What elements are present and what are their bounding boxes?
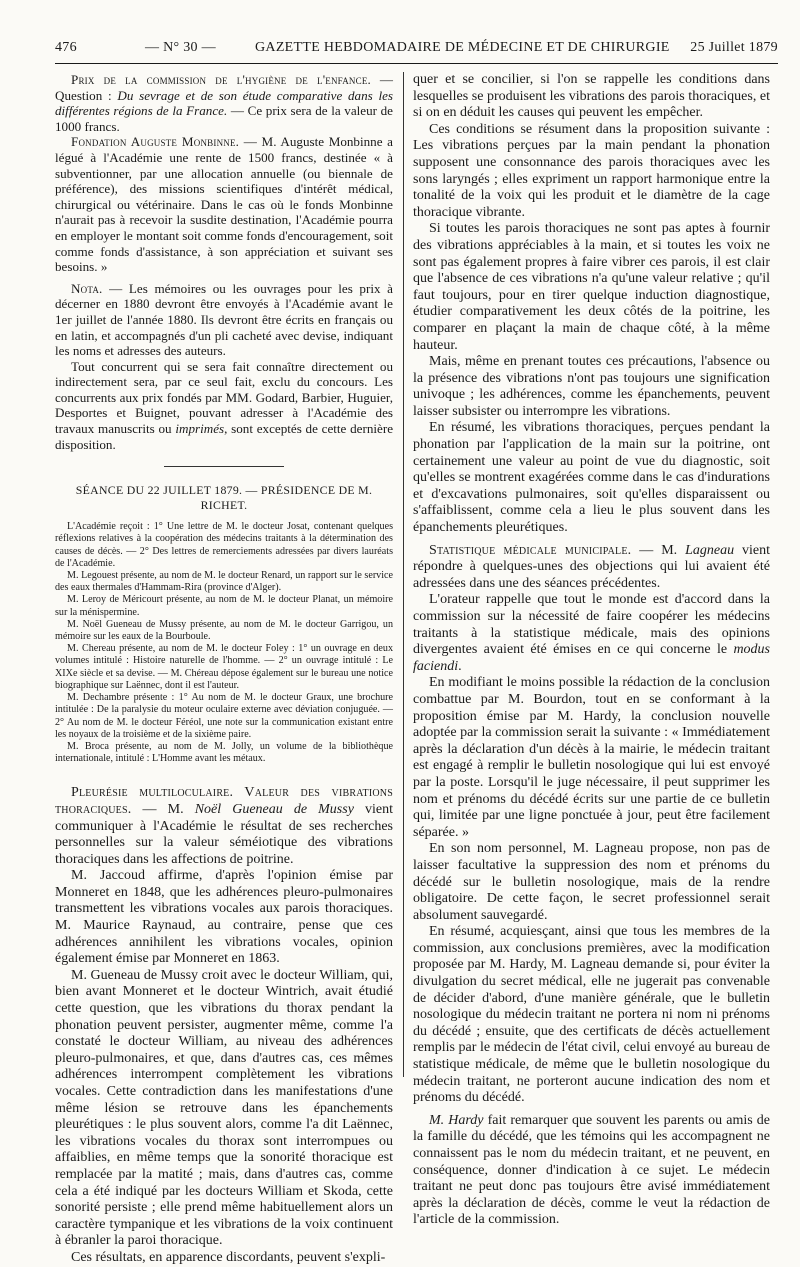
hardy-author: M. Hardy [429,1112,484,1128]
orateur-paragraph: L'orateur rappelle que tout le monde est d'accord dans la commission sur la nécessité de faire coopérer les médecins traitants à la statistique médicale, mais des opinions divergentes avaient été émises en ce qui concerne le modus faciendi. [413,592,770,674]
summary-item: M. Dechambre présente : 1° Au nom de M. le docteur Graux, une brochure intitulée : De la paralysie du moteur oculaire externe avec déviation conjuguée. — 2° Au nom de M. le docteur Féréol, une note sur la communication existant entre les noyaux de la troisième et de la sixième paire. [55,692,393,740]
si-toutes-paragraph: Si toutes les parois thoraciques ne sont pas aptes à fournir des vibrations appréciables à la main, et si toutes les voix ne sont pas également propres à faire vibrer ces parois, il est clair que l'absence de ces vibrations n'a qu'une valeur relative ; qu'il faut toujours, pour en tirer quelque induction diagnostique, étudier comparativement les deux côtés de la poitrine, les comparer en plaçant la main de chaque côté, à la même hauteur. [413,221,770,353]
column-divider [403,72,404,1077]
en-son-nom-paragraph: En son nom personnel, M. Lagneau propose, non pas de laisser facultative la suppression des nom et prénoms du décédé sur le bulletin nosologique, mais de la rendre obligatoire. De cette façon, le secret professionnel serait absolument sauvegardé. [413,841,770,923]
resultats-paragraph: Ces résultats, en apparence discordants, peuvent s'expli- [71,1249,386,1265]
summary-item: M. Legouest présente, au nom de M. le docteur Renard, un rapport sur le service des eaux thermales d'Hammam-Rira (province d'Alger). [55,570,393,594]
concurrent-paragraph: Tout concurrent qui se sera fait connaître directement ou indirectement sera, par ce seul fait, exclu du concours. Les concurrents aux prix fondés par MM. Godard, Barbier, Huguier, Desportes et Buignet, pouvant adresser à l'Académie des travaux manuscrits ou imprimés, sont exceptés de cette dernière disposition. [55,358,394,452]
resume-2-paragraph: En résumé, acquiesçant, ainsi que tous les membres de la commission, aux conclusions premières, avec la modification proposée par M. Hardy, M. Lagneau demande si, pour éviter la divulgation du secret médical, elle ne jugerait pas convenable de décider d'abord, d'une manière générale, que le bulletin nosologique du médecin traitant ne portera ni nom ni prénoms du décédé ; ensuite, que des certificats de décès actuellement remplis par le médecin de l'état civil, celui envoyé au bureau de statistique médicale, de même que le bulletin nosologique du médecin traitant, ne porteront aucune indication des nom et prénoms du décédé. [413,924,770,1106]
pleuresie-paragraph: Pleurésie multiloculaire. Valeur des vibrations thoraciques. — M. Noël Gueneau de Mussy vient communiquer à l'Académie le résultat de ses recherches personnelles sur la valeur séméiotique des vibrations thoraciques dans les affections de poitrine. [55,785,394,867]
issue-date: 25 Juillet 1879 [690,40,778,55]
gueneau-paragraph: M. Gueneau de Mussy croit avec le docteur William, qui, bien avant Monneret et le docteur Wintrich, avait étudié cette question, que les vibrations du thorax pendant la phonation peuvent persister, augmenter même, comme l'a constaté le docteur William, au niveau des adhérences pleuro-pulmonaires, et que, dans d'autres cas, ces mêmes adhérences interrompent complètement les vibrations vocales. Cette contradiction dans les manifestations d'une même lésion se retrouve dans les épanchements pleurétiques : le plus souvent alors, comme l'a dit Laënnec, les vibrations vocales du thorax sont interrompues ou affaiblies, en même temps que la sonorité thoracique est remplacée par la matité ; mais, dans d'autres cas, comme cela a été indiqué par les docteurs William et Skoda, cette sonorité persiste ; elle prend même habituellement alors un caractère tympanique et les vibrations de la voix continuent à ébranler la paroi thoracique. [55,967,393,1249]
section-rule [164,466,284,467]
issue-number: — N° 30 — [145,40,216,55]
fondation-label: Fondation Auguste Monbinne. [71,134,240,150]
prize-hygiene-label: Prix de la commission de l'hygiène de l'enfance. [71,72,371,87]
summary-item: M. Chereau présente, au nom de M. le docteur Foley : 1° un ouvrage en deux volumes intitulé : Histoire naturelle de l'homme. — 2° un ouvrage intitulé : Le XIXe siècle et sa devise. — M. Chéreau dépose également sur le bureau une notice biographique sur Laënnec, dont il est l'auteur. [55,643,393,691]
pleuresie-label: Pleurésie multiloculaire. Valeur des vibrations thoraciques. [55,785,393,817]
prize-hygiene-subject: Du sevrage et de son étude comparative dans les différentes régions de la France. [55,87,393,119]
mais-paragraph: Mais, même en prenant toutes ces précautions, l'absence ou la présence des vibrations n'ont pas toujours une signification univoque ; les adhérences, comme les épanchements, peuvent laisser subsister ou interrompre les vibrations. [413,354,770,419]
session-title: SÉANCE DU 22 JUILLET 1879. — PRÉSIDENCE DE M. RICHET. [75,483,373,513]
resume-paragraph: En résumé, les vibrations thoraciques, perçues pendant la phonation par l'application de la main sur la poitrine, ont certainement une valeur au point de vue du diagnostic, soit qu'elles se montrent exagérées comme dans le cas d'indurations et d'excavations pulmonaires, soit qu'elles disparaissent ou s'affaiblissent, comme cela a lieu le plus souvent dans les épanchements pleurétiques. [413,420,770,536]
summary-item: M. Broca présente, au nom de M. Jolly, un volume de la bibliothèque internationale, intitulé : L'Homme avant les métaux. [55,740,393,765]
summary-item: M. Noël Gueneau de Mussy présente, au nom de M. le docteur Garrigou, un mémoire sur les eaux de la Bourboule. [55,618,393,643]
jaccoud-paragraph: M. Jaccoud affirme, d'après l'opinion émise par Monneret en 1848, que les adhérences pleuro-pulmonaires transmettent les vibrations vocales aux parois thoraciques. M. Maurice Raynaud, au contraire, pense que ces adhérences annihilent les vibrations vocales, opinion également émise par Monneret en 1863. [55,868,393,967]
nota-label: Nota. [71,280,103,296]
summary-item: M. Leroy de Méricourt présente, au nom de M. le docteur Planat, un mémoire sur la ménispermine. [55,594,393,618]
modifiant-paragraph: En modifiant le moins possible la rédaction de la conclusion combattue par M. Bourdon, tout en se conformant à la proposition émise par M. Hardy, la conclusion nouvelle adoptée par la commission serait la suivante : « Immédiatement après la déclaration d'un décès à la mairie, le médecin traitant est engagé à remplir le bulletin nosologique qui lui est envoyé par la poste. Lorsqu'il le juge nécessaire, il peut supprimer les nom et prénoms du décédé écrits sur une partie de ce bulletin qui, limitée par une ligne ponctuée à jour, peut être facilement séparée. » [413,675,770,840]
statistique-author: Lagneau [685,542,735,558]
journal-title: GAZETTE HEBDOMADAIRE DE MÉDECINE ET DE CHIRURGIE [255,40,670,55]
statistique-paragraph: Statistique médicale municipale. — M. Lagneau vient répondre à quelques-unes des objections qui lui avaient été adressées dans une des séances précédentes. [413,542,770,591]
running-header [55,40,778,62]
right-column [413,72,770,1228]
prize-hygiene-paragraph: Prix de la commission de l'hygiène de l'enfance. — Question : Du sevrage et de son étude comparative dans les différentes régions de la France. — Ce prix sera de la valeur de 1000 francs. [55,72,393,134]
session-summary [55,521,393,765]
pleuresie-author: Noël Gueneau de Mussy [194,801,354,817]
left-column [55,72,394,1265]
page-number: 476 [55,40,77,55]
continuation-paragraph: quer et se concilier, si l'on se rappelle les conditions dans lesquelles se produisent les vibrations des parois thoraciques, et si on en déduit les causes qui peuvent les empêcher. [413,72,770,121]
statistique-label: Statistique médicale municipale. [429,542,632,558]
conditions-paragraph: Ces conditions se résument dans la proposition suivante : Les vibrations perçues par la main pendant la phonation supposent une consonnance des parois thoraciques avec les sons laryngés ; elles expriment un rapport harmonique entre la tonalité de la voix qui les produit et le diamètre de la cage thoracique vibrante. [413,121,770,220]
fondation-monbinne-paragraph: Fondation Auguste Monbinne. — M. Auguste Monbinne a légué à l'Académie une rente de 1500 francs, destinée « à subventionner, par une allocation annuelle (ou biennale de préférence), des missions scientifiques d'intérêt médical, chirurgical ou vétérinaire. Dans le cas où le fonds Monbinne n'aurait pas à recevoir la susdite destination, l'Académie pourra en employer le montant soit comme fonds d'encouragement, soit comme fonds d'assistance, à son appréciation et suivant ses besoins. » [55,134,393,275]
header-rule [55,63,778,64]
summary-item: L'Académie reçoit : 1° Une lettre de M. le docteur Josat, contenant quelques réflexions relatives à la coopération des médecins traitants à la détermination des causes de décès. — 2° Des lettres de remerciements adressées par divers lauréats de l'Académie. [55,521,393,569]
nota-paragraph: Nota. — Les mémoires ou les ouvrages pour les prix à décerner en 1880 devront être envoyés à l'Académie avant le 1er juillet de l'année 1880. Ils devront être écrits en français ou en latin, et accompagnés d'un pli cacheté avec devise, indiquant les noms et adresses des auteurs. [55,280,393,359]
hardy-paragraph: M. Hardy fait remarquer que souvent les parents ou amis de la famille du décédé, que les témoins qui les accompagnent ne connaissent pas le nom du médecin traitant, et ne peuvent, en conséquence, donner d'indication à ce sujet. Le médecin traitant ne peut donc pas toujours être avisé immédiatement après la déclaration de décès, comme le veut la rédaction de l'article de la commission. [413,1112,770,1228]
